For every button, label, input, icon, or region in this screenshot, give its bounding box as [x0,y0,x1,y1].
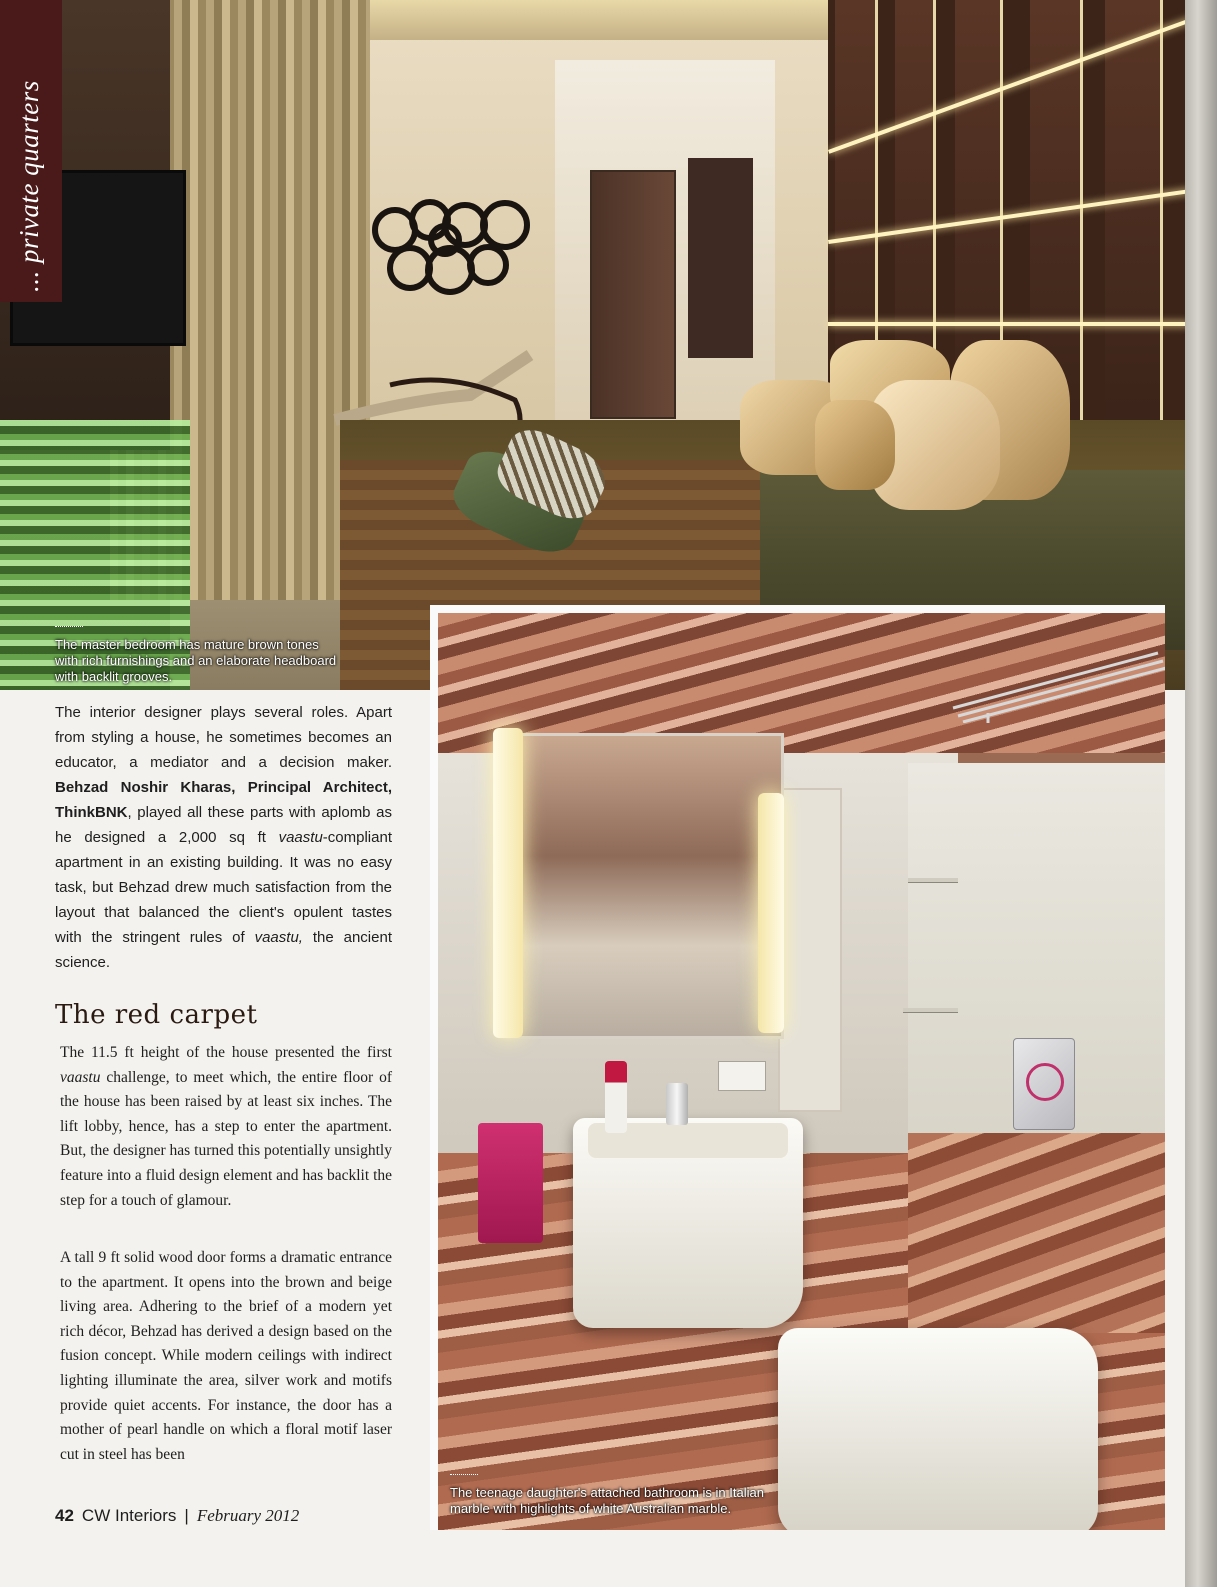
issue-date: February 2012 [196,1506,300,1525]
bedroom-photo [0,0,1190,690]
page-number: 42 [55,1506,74,1525]
bathroom-photo [430,605,1165,1530]
page-footer [55,1506,299,1526]
footer-separator: | [184,1506,189,1525]
section-tab [0,0,62,302]
caption-arrow-icon [55,626,83,635]
bathroom-caption [450,1474,780,1517]
body-paragraph-2: A tall 9 ft solid wood door forms a dramatic entrance to the apartment. It opens into the brown and beige living area. Adhering to the brief of a modern yet rich décor, Behzad has derived a design based on the fusion concept. While modern ceilings with indirect lighting illuminate the area, silver work and motifs provide quiet accents. For instance, the door has a mother of pearl handle on which a floral motif laser cut in steel has been [60,1249,392,1463]
intro-paragraph: The interior designer plays several roles. Apart from styling a house, he sometimes becomes an educator, a mediator and a decision maker. Behzad Noshir Kharas, Principal Architect, ThinkBNK, played all these parts with aplomb as he designed a 2,000 sq ft vaastu-compliant apartment in an existing building. It was no easy task, but Behzad drew much satisfaction from the layout that balanced the client's opulent tastes with the stringent rules of vaastu, the ancient science. [55,704,392,971]
page-edge [1185,0,1217,1587]
magazine-name: CW Interiors [81,1506,177,1525]
caption-arrow-icon [450,1474,478,1483]
section-heading: The red carpet [55,1000,258,1030]
bathroom-caption-text: The teenage daughter's attached bathroom is in Italian marble with highlights of white Australian marble. [450,1485,764,1516]
bedroom-caption [55,626,345,685]
bedroom-caption-text: The master bedroom has mature brown tones with rich furnishings and an elaborate headboard with backlit grooves. [55,637,337,684]
body-paragraph-1: The 11.5 ft height of the house presented the first vaastu challenge, to meet which, the entire floor of the house has been raised by at least six inches. The lift lobby, hence, has a step to enter the apartment. But, the designer has turned this potentially unsightly feature into a fluid design element and has backlit the step for a touch of glamour. [60,1044,392,1209]
architect-credit: Behzad Noshir Kharas, Principal Architect, ThinkBNK [55,779,392,821]
section-tab-label: ... private quarters [14,80,44,292]
article-intro [55,700,392,975]
